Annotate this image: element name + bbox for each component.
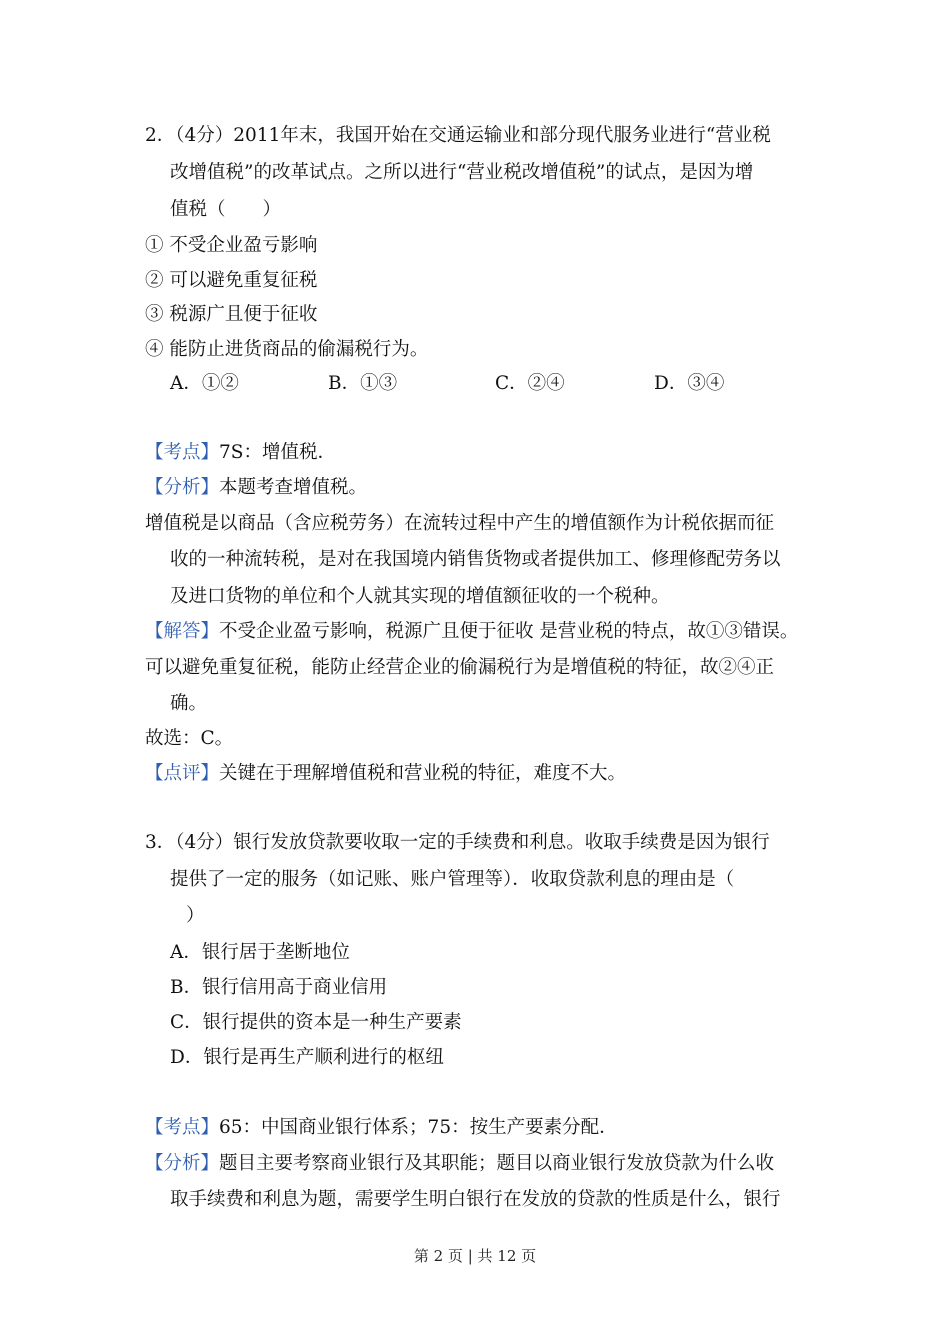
q2-option-d: D．③④ [654,373,725,394]
q2-item-2: ② 可以避免重复征税 [145,270,318,291]
fenxi-text: 题目主要考察商业银行及其职能；题目以商业银行发放贷款为什么收 [219,1153,775,1174]
q2-fenxi-para-2: 收的一种流转税，是对在我国境内销售货物或者提供加工、修理修配劳务以 [170,549,781,570]
jieda-tag: 【解答】 [145,621,220,642]
q2-fenxi-para-1: 增值税是以商品（含应税劳务）在流转过程中产生的增值额作为计税依据而征 [145,513,775,534]
fenxi-tag: 【分析】 [145,1153,220,1174]
q2-dianping [145,762,626,786]
dianping-text: 关键在于理解增值税和营业税的特征，难度不大。 [219,763,627,784]
dianping-tag: 【点评】 [145,763,220,784]
q2-option-c: C．②④ [495,373,565,394]
q3-stem-line-2: 提供了一定的服务（如记账、账户管理等）．收取贷款利息的理由是（ [170,869,735,890]
q3-fenxi-line-2: 取手续费和利息为题，需要学生明白银行在发放的贷款的性质是什么，银行 [170,1189,781,1210]
q2-fenxi-para-3: 及进口货物的单位和个人就其实现的增值额征收的一个税种。 [170,586,670,607]
fenxi-text: 本题考查增值税。 [219,477,368,498]
jieda-text: 不受企业盈亏影响，税源广且便于征收 是营业税的特点，故①③错误。 [219,621,799,642]
q2-stem-line-2: 改增值税”的改革试点。之所以进行“营业税改增值税”的试点，是因为增 [170,162,754,183]
q3-option-c: C．银行提供的资本是一种生产要素 [170,1012,462,1033]
q3-kaodian [145,1116,618,1140]
q2-stem-line-1: 2．（4分）2011年末，我国开始在交通运输业和部分现代服务业进行“营业税 [145,125,771,146]
q2-answer: 故选：C。 [145,728,234,749]
q3-option-a: A．银行居于垄断地位 [170,942,350,963]
kaodian-tag: 【考点】 [145,442,220,463]
q2-item-1: ① 不受企业盈亏影响 [145,235,318,256]
q2-option-b: B．①③ [328,373,398,394]
q3-option-d: D．银行是再生产顺利进行的枢纽 [170,1047,444,1068]
kaodian-text: 7S：增值税． [219,442,336,463]
q2-stem-line-3: 值税（ ） [170,199,282,220]
q2-item-3: ③ 税源广且便于征收 [145,304,318,325]
q2-item-4: ④ 能防止进货商品的偷漏税行为。 [145,339,429,360]
page-footer: 第 2 页 | 共 12 页 [413,1247,537,1265]
q3-stem-line-1: 3．（4分）银行发放贷款要收取一定的手续费和利息。收取手续费是因为银行 [145,832,770,853]
q3-stem-line-3: ） [186,905,205,926]
q2-jieda-line-3: 确。 [170,693,208,714]
q2-option-a: A．①② [170,373,239,394]
q2-fenxi [145,476,367,500]
kaodian-tag: 【考点】 [145,1117,220,1138]
q3-fenxi [145,1152,774,1176]
q3-option-b: B．银行信用高于商业信用 [170,977,388,998]
q2-kaodian [145,441,336,465]
kaodian-text: 65：中国商业银行体系；75：按生产要素分配． [219,1117,618,1138]
q2-jieda-line-2: 可以避免重复征税，能防止经营企业的偷漏税行为是增值税的特征，故②④正 [145,657,775,678]
fenxi-tag: 【分析】 [145,477,220,498]
q2-jieda [145,620,798,644]
